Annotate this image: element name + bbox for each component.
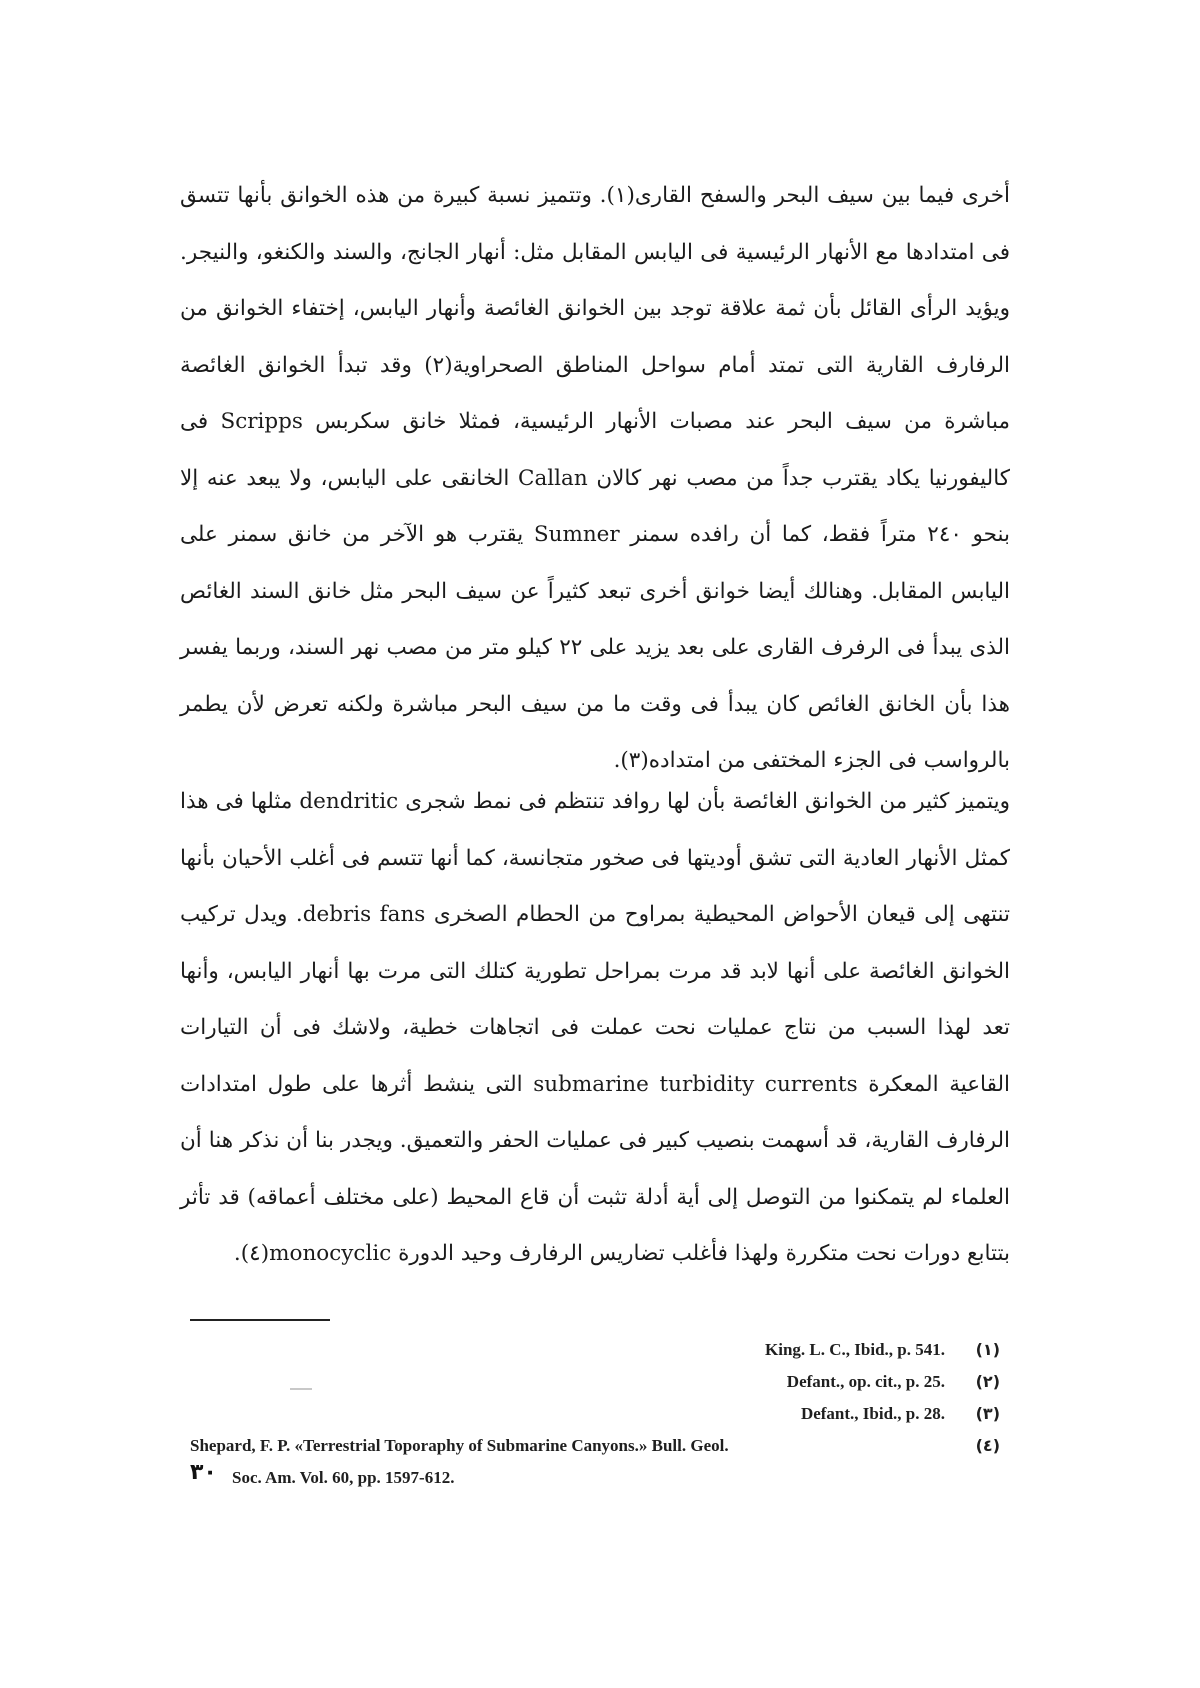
footnote-4: [190, 1430, 1000, 1494]
footnote-2-number: (٢): [975, 1372, 1000, 1391]
paragraph-2: ويتميز كثير من الخوانق الغائصة بأن لها روافد تنتظم فى نمط شجرى dendritic مثلها فى هذا كمثل الأنهار العادية التى تشق أوديتها فى صخور متجانسة، كما أنها تتسم فى أغلب الأحيان بأنها تنتهى إلى قيعان الأحواض المحيطية بمراوح من الحطام الصخرى debris fans. ويدل تركيب الخوانق الغائصة على أنها لابد قد مرت بمراحل تطورية كتلك التى مرت بها أنهار اليابس، وأنها تعد لهذا السبب من نتاج عمليات نحت عملت فى اتجاهات خطية، ولاشك فى أن التيارات القاعية المعكرة submarine turbidity currents التى ينشط أثرها على طول امتدادات الرفارف القارية، قد أسهمت بنصيب كبير فى عمليات الحفر والتعميق. ويجدر بنا أن نذكر هنا أن العلماء لم يتمكنوا من التوصل إلى أية أدلة تثبت أن قاع المحيط (على مختلف أعماقه) قد تأثر بتتابع دورات نحت متكررة ولهذا فأغلب تضاريس الرفارف وحيد الدورة monocyclic(٤).: [180, 789, 1010, 1266]
footnote-3-text: Defant., Ibid., p. 28.: [800, 1404, 945, 1423]
footnote-1-text: King. L. C., Ibid., p. 541.: [765, 1340, 945, 1359]
footnotes: [190, 1334, 1000, 1494]
footnote-1: [190, 1334, 1000, 1366]
footnote-4-text: [190, 1430, 945, 1494]
footnote-separator: [190, 1319, 330, 1321]
paragraph-1: أخرى فيما بين سيف البحر والسفح القارى(١). وتتميز نسبة كبيرة من هذه الخوانق بأنها تتسق فى امتدادها مع الأنهار الرئيسية فى اليابس المقابل مثل: أنهار الجانج، والسند والكنغو، والنيجر. ويؤيد الرأى القائل بأن ثمة علاقة توجد بين الخوانق الغائصة وأنهار اليابس، إختفاء الخوانق من الرفارف القارية التى تمتد أمام سواحل المناطق الصحراوية(٢) وقد تبدأ الخوانق الغائصة مباشرة من سيف البحر عند مصبات الأنهار الرئيسية، فمثلا خانق سكربس Scripps فى كاليفورنيا يكاد يقترب جداً من مصب نهر كالان Callan الخانقى على اليابس، ولا يبعد عنه إلا بنحو ٢٤٠ متراً فقط، كما أن رافده سمنر Sumner يقترب هو الآخر من خانق سمنر على اليابس المقابل. وهنالك أيضا خوانق أخرى تبعد كثيراً عن سيف البحر مثل خانق السند الغائص الذى يبدأ فى الرفرف القارى على بعد يزيد على ٢٢ كيلو متر من مصب نهر السند، وربما يفسر هذا بأن الخانق الغائص كان يبدأ فى وقت ما من سيف البحر مباشرة ولكنه تعرض لأن يطمر بالرواسب فى الجزء المختفى من امتداده(٣).: [180, 183, 1011, 773]
footnote-2: [190, 1366, 1000, 1398]
footnote-3: [190, 1398, 1000, 1430]
footnote-4-line-1: Shepard, F. P. «Terrestrial Toporaphy of Submarine Canyons.» Bull. Geol.: [190, 1436, 729, 1455]
footnote-3-number: (٣): [975, 1404, 1000, 1423]
footnote-2-text: Defant., op. cit., p. 25.: [786, 1372, 945, 1391]
page-number: ٣٠: [190, 1460, 217, 1485]
scan-mark: [290, 1388, 312, 1390]
footnote-4-line-2: Soc. Am. Vol. 60, pp. 1597-612.: [232, 1468, 455, 1487]
footnote-1-number: (١): [975, 1340, 1000, 1359]
footnote-4-number: (٤): [975, 1436, 1000, 1455]
